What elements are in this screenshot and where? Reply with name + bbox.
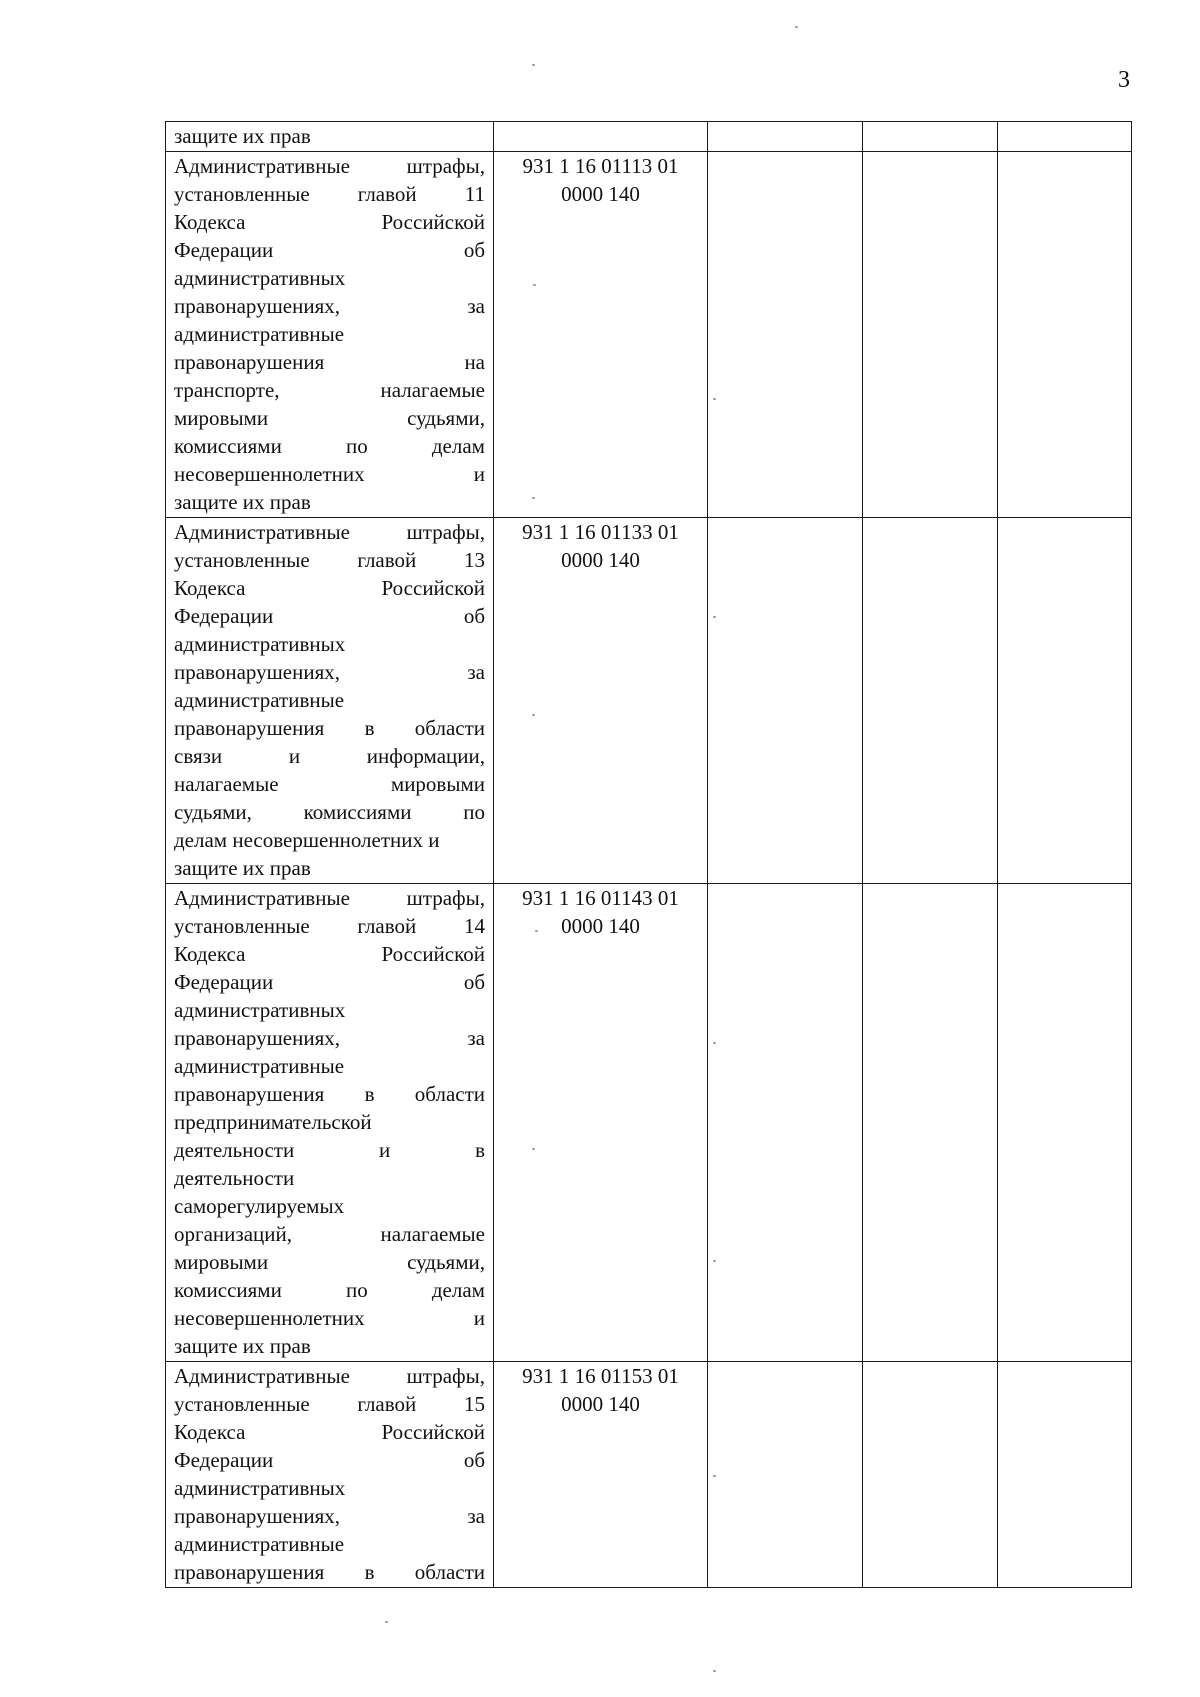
revenue-name-cell [166, 152, 494, 518]
word: главой [357, 914, 417, 938]
word: защите их прав [174, 856, 311, 880]
word: и [379, 1138, 391, 1162]
table-body [166, 122, 1132, 1588]
word: налагаемые [380, 378, 485, 402]
word: мировыми [390, 772, 485, 796]
word: об [463, 238, 485, 262]
word: области [414, 716, 485, 740]
word: административные [174, 322, 345, 346]
text-line [174, 1362, 485, 1390]
word: об [463, 604, 485, 628]
text-line [174, 1164, 485, 1192]
table-row [166, 152, 1132, 518]
scan-speck [713, 1670, 716, 1672]
word: за [467, 660, 485, 684]
word: 11 [464, 182, 485, 206]
budget-code-cell [494, 518, 708, 884]
word: административных [174, 998, 346, 1022]
text-line [174, 1502, 485, 1530]
text-line [174, 1220, 485, 1248]
word: административных [174, 1476, 346, 1500]
word: мировыми [174, 1250, 269, 1274]
revenue-code-table [165, 121, 1132, 1588]
word: административные [174, 1532, 345, 1556]
budget-code-line: 931 1 16 01113 01 [522, 154, 679, 178]
text-line [174, 798, 485, 826]
word: в [475, 1138, 485, 1162]
text-line [174, 940, 485, 968]
word: штрафы, [406, 154, 485, 178]
word: установленные [174, 914, 310, 938]
word: саморегулируемых [174, 1194, 345, 1218]
word: установленные [174, 182, 310, 206]
scan-speck [713, 1042, 716, 1044]
budget-code-cell [494, 1362, 708, 1588]
text-line [174, 1446, 485, 1474]
text-line [174, 574, 485, 602]
word: информации, [366, 744, 485, 768]
word: Кодекса [174, 576, 246, 600]
word: делам несовершеннолетних и [174, 828, 440, 852]
text-line [174, 236, 485, 264]
word: на [464, 350, 485, 374]
word: правонарушения [174, 716, 325, 740]
text-line [174, 742, 485, 770]
table-row [166, 122, 1132, 152]
word: 15 [464, 1392, 485, 1416]
word: по [345, 1278, 368, 1302]
word: комиссиями [303, 800, 412, 824]
text-line [174, 1108, 485, 1136]
budget-code-line: 931 1 16 01133 01 [522, 520, 679, 544]
text-line [174, 1530, 485, 1558]
word: судьями, [174, 800, 252, 824]
empty-value-cell [708, 152, 863, 518]
word: Федерации [174, 970, 274, 994]
scan-speck [385, 1621, 388, 1623]
word: мировыми [174, 406, 269, 430]
word: штрафы, [406, 520, 485, 544]
word: установленные [174, 548, 310, 572]
text-line [174, 1192, 485, 1220]
word: Административные [174, 520, 350, 544]
empty-value-cell [998, 1362, 1132, 1588]
word: правонарушениях, [174, 1026, 340, 1050]
empty-value-cell [708, 884, 863, 1362]
word: главой [357, 182, 417, 206]
page-number: 3 [1118, 67, 1130, 93]
text-line [174, 264, 485, 292]
text-line [174, 488, 485, 516]
scan-speck [713, 1260, 716, 1262]
word: защите их прав [174, 1334, 311, 1358]
word: Федерации [174, 1448, 274, 1472]
word: комиссиями [174, 434, 282, 458]
text-line [174, 1304, 485, 1332]
word: и [473, 1306, 485, 1330]
word: судьями, [407, 1250, 485, 1274]
word: налагаемые [380, 1222, 485, 1246]
table-row [166, 884, 1132, 1362]
text-line [174, 376, 485, 404]
budget-code-line: 0000 140 [561, 914, 640, 938]
empty-value-cell [708, 122, 863, 152]
text-line [174, 770, 485, 798]
text-line [174, 1024, 485, 1052]
text-line [174, 968, 485, 996]
word: за [467, 1026, 485, 1050]
word: правонарушения [174, 1560, 325, 1584]
text-line [174, 208, 485, 236]
budget-code-line: 0000 140 [561, 548, 640, 572]
word: несовершеннолетних [174, 1306, 365, 1330]
word: и [473, 462, 485, 486]
table-row [166, 518, 1132, 884]
text-line [174, 1080, 485, 1108]
scan-speck [535, 930, 538, 932]
word: деятельности [174, 1166, 295, 1190]
text-line [174, 432, 485, 460]
word: Российской [381, 942, 485, 966]
empty-value-cell [863, 1362, 998, 1588]
word: Кодекса [174, 210, 246, 234]
word: защите их прав [174, 124, 311, 148]
text-line [174, 1136, 485, 1164]
revenue-name-cell [166, 122, 494, 152]
empty-value-cell [998, 122, 1132, 152]
word: Кодекса [174, 1420, 246, 1444]
word: Административные [174, 154, 350, 178]
word: Административные [174, 1364, 350, 1388]
word: организаций, [174, 1222, 292, 1246]
budget-code-line: 0000 140 [561, 182, 640, 206]
empty-value-cell [708, 1362, 863, 1588]
word: об [463, 1448, 485, 1472]
text-line [174, 658, 485, 686]
word: Российской [381, 1420, 485, 1444]
text-line [174, 1052, 485, 1080]
word: Российской [381, 210, 485, 234]
text-line [174, 320, 485, 348]
word: в [364, 716, 375, 740]
empty-value-cell [863, 122, 998, 152]
text-line [174, 152, 485, 180]
scan-speck [532, 64, 535, 66]
text-line [174, 686, 485, 714]
word: административные [174, 1054, 345, 1078]
scan-speck [532, 497, 535, 499]
word: штрафы, [406, 1364, 485, 1388]
word: за [467, 1504, 485, 1528]
budget-code-line: 931 1 16 01143 01 [522, 886, 679, 910]
scan-speck [533, 284, 536, 286]
word: защите их прав [174, 490, 311, 514]
empty-value-cell [998, 518, 1132, 884]
word: правонарушениях, [174, 660, 340, 684]
text-line [174, 854, 485, 882]
word: несовершеннолетних [174, 462, 365, 486]
budget-code-line: 0000 140 [561, 1392, 640, 1416]
text-line [174, 180, 485, 208]
scan-speck [713, 616, 716, 618]
empty-value-cell [863, 884, 998, 1362]
word: правонарушения [174, 1082, 325, 1106]
text-line [174, 1558, 485, 1586]
word: установленные [174, 1392, 310, 1416]
text-line [174, 1474, 485, 1502]
word: предпринимательской [174, 1110, 372, 1134]
scan-speck [713, 398, 716, 400]
word: делам [431, 434, 485, 458]
text-line [174, 292, 485, 320]
revenue-name-cell [166, 518, 494, 884]
budget-code-cell [494, 122, 708, 152]
word: Федерации [174, 604, 274, 628]
word: правонарушения [174, 350, 325, 374]
text-line [174, 518, 485, 546]
text-line [174, 912, 485, 940]
word: главой [357, 1392, 417, 1416]
word: в [364, 1560, 375, 1584]
word: комиссиями [174, 1278, 282, 1302]
text-line [174, 460, 485, 488]
empty-value-cell [998, 884, 1132, 1362]
word: административных [174, 266, 346, 290]
word: и [288, 744, 301, 768]
word: области [414, 1082, 485, 1106]
word: Кодекса [174, 942, 246, 966]
word: правонарушениях, [174, 294, 340, 318]
empty-value-cell [863, 152, 998, 518]
word: налагаемые [174, 772, 279, 796]
word: связи [174, 744, 223, 768]
text-line [174, 826, 485, 854]
word: Федерации [174, 238, 274, 262]
word: Административные [174, 886, 350, 910]
word: по [345, 434, 368, 458]
word: главой [357, 548, 417, 572]
text-line [174, 1390, 485, 1418]
text-line [174, 714, 485, 742]
scan-speck [713, 1475, 716, 1477]
text-line [174, 1276, 485, 1304]
budget-code-cell [494, 152, 708, 518]
word: административных [174, 632, 346, 656]
word: по [463, 800, 485, 824]
scan-speck [795, 26, 798, 28]
word: в [364, 1082, 375, 1106]
word: делам [431, 1278, 485, 1302]
revenue-name-cell [166, 1362, 494, 1588]
revenue-name-cell [166, 884, 494, 1362]
word: 13 [464, 548, 485, 572]
empty-value-cell [863, 518, 998, 884]
text-line [174, 630, 485, 658]
text-line [174, 348, 485, 376]
text-line [174, 996, 485, 1024]
text-line [174, 546, 485, 574]
word: деятельности [174, 1138, 295, 1162]
word: за [467, 294, 485, 318]
text-line [174, 404, 485, 432]
word: штрафы, [406, 886, 485, 910]
text-line [174, 602, 485, 630]
word: 14 [464, 914, 485, 938]
word: об [463, 970, 485, 994]
budget-code-cell [494, 884, 708, 1362]
word: области [414, 1560, 485, 1584]
word: транспорте, [174, 378, 280, 402]
text-line [174, 1418, 485, 1446]
scan-speck [532, 1148, 535, 1150]
word: судьями, [407, 406, 485, 430]
table-row [166, 1362, 1132, 1588]
empty-value-cell [998, 152, 1132, 518]
scan-speck [532, 714, 535, 716]
empty-value-cell [708, 518, 863, 884]
word: административные [174, 688, 345, 712]
word: правонарушениях, [174, 1504, 340, 1528]
text-line [174, 1248, 485, 1276]
word: Российской [381, 576, 485, 600]
text-line [174, 884, 485, 912]
budget-code-line: 931 1 16 01153 01 [522, 1364, 679, 1388]
text-line [174, 1332, 485, 1360]
text-line [174, 122, 485, 150]
